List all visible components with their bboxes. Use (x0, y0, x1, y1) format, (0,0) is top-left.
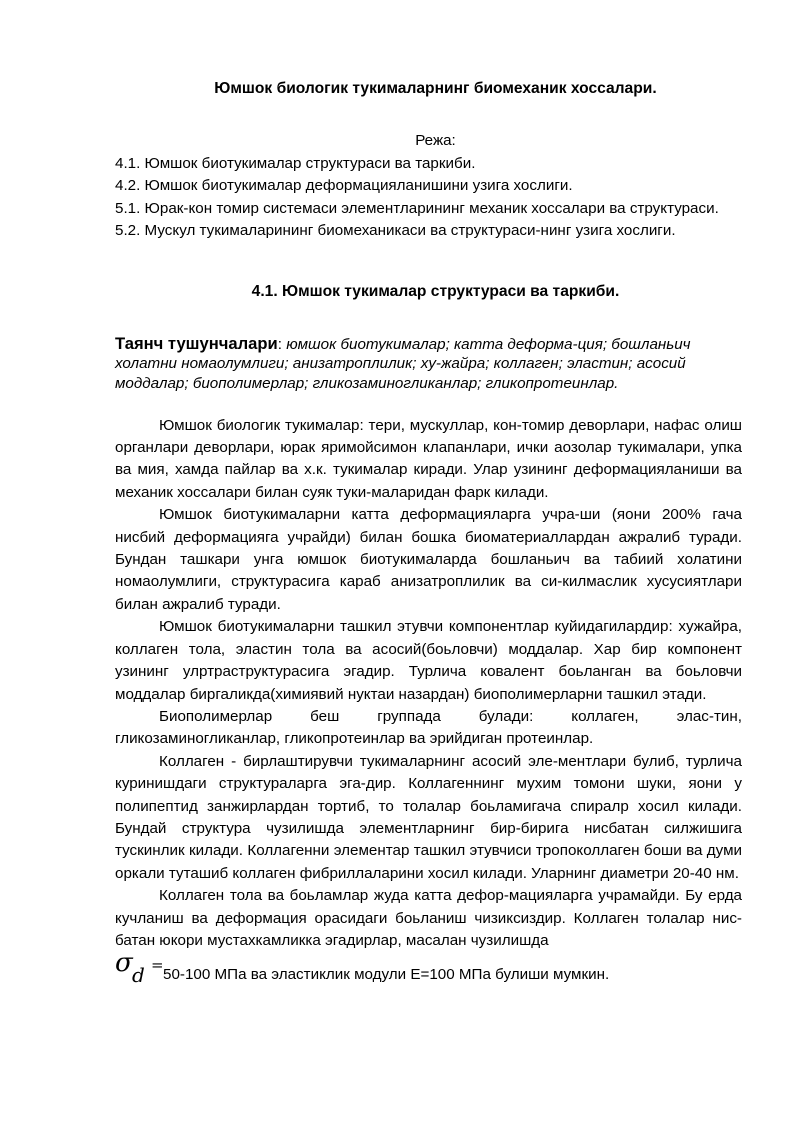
formula-equals: = (151, 956, 164, 975)
formula-line (115, 948, 742, 990)
document-title: Юмшок биологик тукималарнинг биомеханик хоссалари. (214, 80, 657, 97)
keywords-colon: : (277, 335, 287, 353)
paragraph: Биополимерлар беш группада булади: коллаген, элас-тин, гликозаминогликанлар, гликопротеинлар ва эрийдиган протеинлар. (115, 707, 742, 748)
plan-list (115, 153, 742, 243)
paragraph: Юмшок биотукималарни катта деформацияларга учра-ши (яони 200% гача нисбий деформацияга учрайди) билан бошка биоматериаллардан ажралиб туради. Бундан ташкари унга юмшок биотукималарда бошланьич ва табиий холатини номаолумлиги, структурасига караб анизатроплилик ва си-килмаслик хусусиятлари билан ажралиб туради. (115, 506, 742, 613)
plan-item: 5.2. Мускул тукималарининг биомеханикаси ва структураси-нинг узига хослиги. (115, 222, 676, 240)
formula-symbol: σ (115, 948, 133, 979)
paragraph: Коллаген тола ва боьламлар жуда катта дефор-мацияларга учрамайди. Бу ерда кучланиш ва деформация орасидаги боьланиш чизиксиздир. Коллаген толалар нис-батан юкори мустахкамликка эгадирлар, масалан чузилишда (115, 887, 742, 949)
document-page (115, 70, 742, 990)
formula-subscript: d (132, 963, 145, 988)
paragraph: Юмшок биологик тукималар: тери, мускуллар, кон-томир деворлари, нафас олиш органлари деворлари, юрак яримойсимон клапанлари, ички аозолар тукималари, упка ва мия, хамда пайлар ва х.к. тукималар киради. Улар узининг деформацияланиши ва механик хоссалари билан суяк туки-маларидан фарк килади. (115, 416, 742, 501)
formula-text: 50-100 МПа ва эластиклик модули Е=100 МПа булиши мумкин. (163, 966, 610, 984)
keywords-label: Таянч тушунчалари (115, 333, 278, 353)
plan-item: 4.2. Юмшок биотукималар деформацияланишини узига хослиги. (115, 177, 573, 195)
body-text (115, 415, 742, 953)
keywords-text: юмшок биотукималар; катта деформа-ция; бошланьич холатни номаолумлиги; анизатроплилик; ху-жайра; коллаген; эластин; асосий моддалар; биополимерлар; гликозаминогликанлар; гликопротеинлар. (115, 335, 691, 393)
plan-title: Режа: (415, 132, 456, 150)
plan-item: 5.1. Юрак-кон томир системаси элементларининг механик хоссалари ва структураси. (115, 199, 719, 217)
plan-item: 4.1. Юмшок биотукималар структураси ва таркиби. (115, 154, 476, 172)
keywords-block (115, 334, 742, 394)
paragraph: Юмшок биотукималарни ташкил этувчи компонентлар куйидагилардир: хужайра, коллаген тола, эластин тола ва асосий(боьловчи) моддалар. Хар бир компонент узининг улртраструктурасига эгадир. Турлича ковалент боьланган ва боьловчи моддалар биргаликда(химиявий нуктаи назардан) биополимерларни ташкил этади. (115, 618, 742, 703)
paragraph: Коллаген - бирлаштирувчи тукималарнинг асосий эле-ментлари булиб, турлича куринишдаги структураларга эга-дир. Коллагеннинг мухим томони шуки, яони у полипептид занжирлардан тортиб, то толалар боьламигача спиралр хосил килади. Бундай структура чузилишда элементларнинг бир-бирига нисбатан силжишига тускинлик килади. Коллагенни элементар ташкил этувчиси тропоколлаген боши ва думи оркали туташиб коллаген фибриллаларини хосил килади. Уларнинг диаметри 20-40 нм. (115, 752, 742, 882)
section-title: 4.1. Юмшок тукималар структураси ва таркиби. (251, 283, 620, 301)
